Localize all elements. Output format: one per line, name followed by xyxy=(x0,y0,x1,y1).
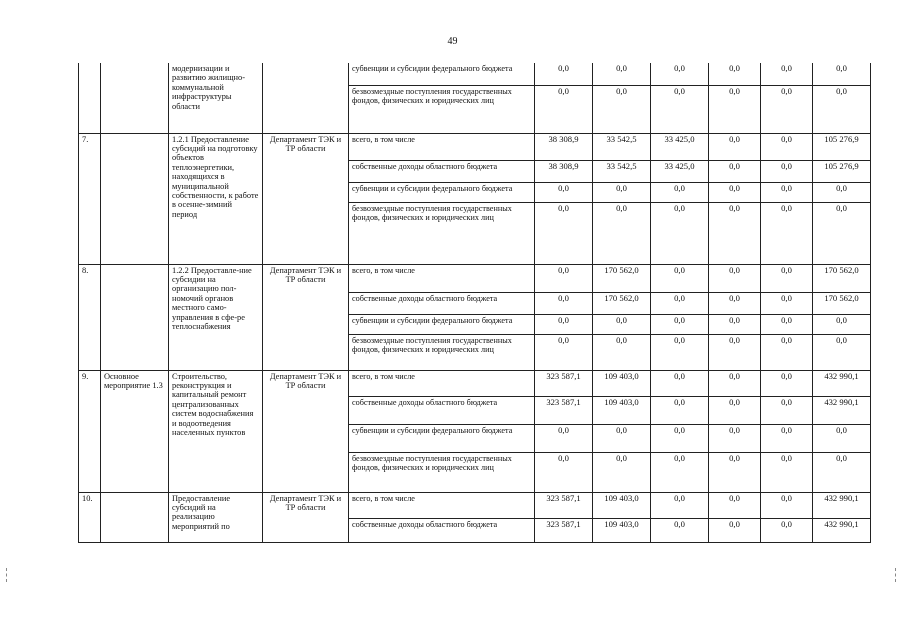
year-value: 0,0 xyxy=(761,133,813,160)
total-value: 0,0 xyxy=(813,202,871,264)
year-value: 33 425,0 xyxy=(651,160,709,182)
executor xyxy=(263,63,349,133)
executor: Департамент ТЭК и ТР области xyxy=(263,370,349,492)
year-value: 0,0 xyxy=(709,314,761,334)
funding-source: субвенции и субсидии федерального бюджета xyxy=(349,182,535,202)
year-value: 0,0 xyxy=(651,424,709,452)
funding-source: безвозмездные поступления государственных фондов, физических и юридических лиц xyxy=(349,334,535,370)
year-value: 0,0 xyxy=(651,334,709,370)
year-value: 0,0 xyxy=(761,63,813,85)
year-value: 0,0 xyxy=(709,370,761,396)
year-value: 0,0 xyxy=(651,492,709,518)
year-value: 0,0 xyxy=(535,334,593,370)
year-value: 0,0 xyxy=(593,63,651,85)
year-value: 0,0 xyxy=(761,424,813,452)
total-value: 0,0 xyxy=(813,182,871,202)
funding-source: всего, в том числе xyxy=(349,492,535,518)
year-value: 0,0 xyxy=(651,264,709,292)
year-value: 109 403,0 xyxy=(593,518,651,542)
total-value: 0,0 xyxy=(813,452,871,492)
year-value: 33 542,5 xyxy=(593,160,651,182)
main-activity xyxy=(101,492,169,542)
budget-table xyxy=(78,63,871,543)
row-number: 9. xyxy=(79,370,101,492)
executor: Департамент ТЭК и ТР области xyxy=(263,264,349,370)
year-value: 0,0 xyxy=(709,63,761,85)
total-value: 432 990,1 xyxy=(813,396,871,424)
year-value: 0,0 xyxy=(651,63,709,85)
activity-name: Строительство, реконструкция и капитальный ремонт централизованных систем водоснабжения и водоотведения населенных пунктов xyxy=(169,370,263,492)
executor: Департамент ТЭК и ТР области xyxy=(263,133,349,264)
total-value: 105 276,9 xyxy=(813,133,871,160)
year-value: 0,0 xyxy=(761,370,813,396)
table-row xyxy=(79,492,871,518)
total-value: 170 562,0 xyxy=(813,264,871,292)
year-value: 0,0 xyxy=(709,396,761,424)
funding-source: субвенции и субсидии федерального бюджета xyxy=(349,63,535,85)
year-value: 170 562,0 xyxy=(593,264,651,292)
year-value: 0,0 xyxy=(709,424,761,452)
year-value: 0,0 xyxy=(535,452,593,492)
year-value: 0,0 xyxy=(709,133,761,160)
page-number: 49 xyxy=(447,36,458,47)
funding-source: безвозмездные поступления государственных фондов, физических и юридических лиц xyxy=(349,452,535,492)
funding-source: безвозмездные поступления государственных фондов, физических и юридических лиц xyxy=(349,85,535,133)
total-value: 170 562,0 xyxy=(813,292,871,314)
year-value: 0,0 xyxy=(709,202,761,264)
row-number: 8. xyxy=(79,264,101,370)
year-value: 0,0 xyxy=(709,518,761,542)
year-value: 0,0 xyxy=(761,396,813,424)
year-value: 0,0 xyxy=(593,85,651,133)
year-value: 323 587,1 xyxy=(535,370,593,396)
year-value: 0,0 xyxy=(651,182,709,202)
funding-source: субвенции и субсидии федерального бюджета xyxy=(349,424,535,452)
activity-name: модернизации и развитию жилищно-коммунальной инфраструктуры области xyxy=(169,63,263,133)
total-value: 0,0 xyxy=(813,424,871,452)
main-activity: Основное мероприятие 1.3 xyxy=(101,370,169,492)
year-value: 0,0 xyxy=(761,292,813,314)
year-value: 0,0 xyxy=(761,202,813,264)
year-value: 0,0 xyxy=(761,264,813,292)
total-value: 105 276,9 xyxy=(813,160,871,182)
total-value: 432 990,1 xyxy=(813,370,871,396)
year-value: 0,0 xyxy=(535,202,593,264)
year-value: 0,0 xyxy=(593,202,651,264)
funding-source: собственные доходы областного бюджета xyxy=(349,518,535,542)
year-value: 0,0 xyxy=(593,334,651,370)
year-value: 323 587,1 xyxy=(535,518,593,542)
year-value: 323 587,1 xyxy=(535,396,593,424)
funding-source: всего, в том числе xyxy=(349,370,535,396)
row-number: 7. xyxy=(79,133,101,264)
funding-source: собственные доходы областного бюджета xyxy=(349,396,535,424)
year-value: 0,0 xyxy=(651,452,709,492)
main-activity xyxy=(101,63,169,133)
year-value: 0,0 xyxy=(761,518,813,542)
year-value: 0,0 xyxy=(651,396,709,424)
year-value: 0,0 xyxy=(709,452,761,492)
year-value: 0,0 xyxy=(709,182,761,202)
year-value: 0,0 xyxy=(709,292,761,314)
activity-name: 1.2.2 Предоставле-ние субсидии на организацию пол-номочий органов местного само-управления в сфе-ре теплоснабжения xyxy=(169,264,263,370)
main-activity xyxy=(101,133,169,264)
year-value: 0,0 xyxy=(761,452,813,492)
year-value: 0,0 xyxy=(761,492,813,518)
total-value: 432 990,1 xyxy=(813,492,871,518)
activity-name: Предоставление субсидий на реализацию мероприятий по xyxy=(169,492,263,542)
year-value: 109 403,0 xyxy=(593,396,651,424)
year-value: 323 587,1 xyxy=(535,492,593,518)
total-value: 0,0 xyxy=(813,85,871,133)
year-value: 0,0 xyxy=(535,292,593,314)
year-value: 0,0 xyxy=(761,160,813,182)
table-row xyxy=(79,264,871,292)
table-row xyxy=(79,63,871,85)
main-activity xyxy=(101,264,169,370)
year-value: 0,0 xyxy=(709,85,761,133)
row-number xyxy=(79,63,101,133)
total-value: 0,0 xyxy=(813,334,871,370)
year-value: 109 403,0 xyxy=(593,492,651,518)
year-value: 0,0 xyxy=(651,202,709,264)
total-value: 432 990,1 xyxy=(813,518,871,542)
year-value: 0,0 xyxy=(593,452,651,492)
year-value: 0,0 xyxy=(535,264,593,292)
total-value: 0,0 xyxy=(813,63,871,85)
year-value: 0,0 xyxy=(709,160,761,182)
year-value: 38 308,9 xyxy=(535,160,593,182)
year-value: 0,0 xyxy=(651,518,709,542)
year-value: 33 542,5 xyxy=(593,133,651,160)
year-value: 0,0 xyxy=(709,264,761,292)
year-value: 0,0 xyxy=(593,424,651,452)
year-value: 0,0 xyxy=(761,334,813,370)
scan-edge-mark xyxy=(6,568,11,582)
funding-source: субвенции и субсидии федерального бюджета xyxy=(349,314,535,334)
year-value: 0,0 xyxy=(651,370,709,396)
funding-source: всего, в том числе xyxy=(349,133,535,160)
year-value: 0,0 xyxy=(535,424,593,452)
table-row xyxy=(79,133,871,160)
executor: Департамент ТЭК и ТР области xyxy=(263,492,349,542)
year-value: 0,0 xyxy=(761,314,813,334)
year-value: 0,0 xyxy=(651,314,709,334)
table-row xyxy=(79,370,871,396)
year-value: 0,0 xyxy=(593,314,651,334)
year-value: 0,0 xyxy=(761,85,813,133)
year-value: 0,0 xyxy=(651,292,709,314)
year-value: 0,0 xyxy=(709,334,761,370)
scan-edge-mark xyxy=(895,568,900,582)
year-value: 33 425,0 xyxy=(651,133,709,160)
year-value: 109 403,0 xyxy=(593,370,651,396)
funding-source: собственные доходы областного бюджета xyxy=(349,292,535,314)
funding-source: всего, в том числе xyxy=(349,264,535,292)
total-value: 0,0 xyxy=(813,314,871,334)
funding-source: безвозмездные поступления государственных фондов, физических и юридических лиц xyxy=(349,202,535,264)
year-value: 0,0 xyxy=(535,85,593,133)
year-value: 0,0 xyxy=(535,314,593,334)
year-value: 170 562,0 xyxy=(593,292,651,314)
row-number: 10. xyxy=(79,492,101,542)
year-value: 0,0 xyxy=(535,182,593,202)
year-value: 38 308,9 xyxy=(535,133,593,160)
year-value: 0,0 xyxy=(709,492,761,518)
year-value: 0,0 xyxy=(651,85,709,133)
activity-name: 1.2.1 Предоставление субсидий на подготовку объектов теплоэнергетики, находящихся в муниципальной собственности, к работе в осенне-зимний период xyxy=(169,133,263,264)
year-value: 0,0 xyxy=(593,182,651,202)
funding-source: собственные доходы областного бюджета xyxy=(349,160,535,182)
year-value: 0,0 xyxy=(535,63,593,85)
year-value: 0,0 xyxy=(761,182,813,202)
